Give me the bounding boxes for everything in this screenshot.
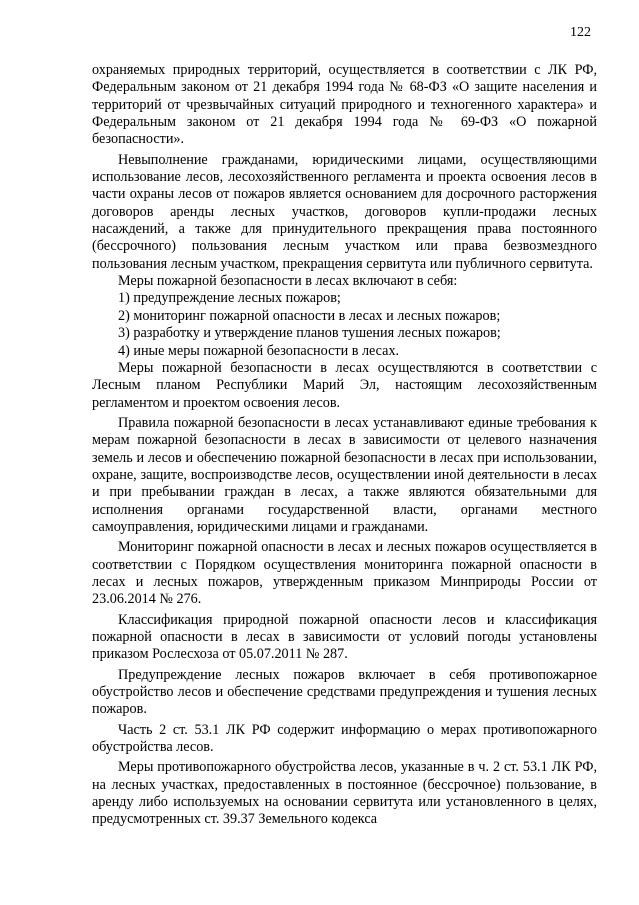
list-item-2: 2) мониторинг пожарной опасности в лесах и лесных пожаров; — [118, 307, 501, 324]
paragraph-classification: Классификация природной пожарной опасности лесов и классификация пожарной опасности в лесах в зависимости от условий погоды установлены приказом Рослесхоза от 05.07.2011 № 287. — [92, 611, 597, 663]
list-item-1: 1) предупреждение лесных пожаров; — [118, 290, 341, 307]
list-item-4: 4) иные меры пожарной безопасности в лесах. — [118, 342, 400, 359]
page-number: 122 — [570, 25, 591, 40]
paragraph-noncompliance: Невыполнение гражданами, юридическими лицами, осуществляющими использование лесов, лесохозяйственного регламента и проекта освоения лесов в части охраны лесов от пожаров является основанием для досрочного расторжения договоров аренды лесных участков, договоров купли-продажи лесных насаждений, а также для принудительного прекращения права постоянного (бессрочного) пользования лесным участком или права безвозмездного пользования лесным участком, прекращения сервитута или публичного сервитута. — [92, 151, 597, 272]
paragraph-continuation: охраняемых природных территорий, осуществляется в соответствии с ЛК РФ, Федеральным законом от 21 декабря 1994 года № 68-ФЗ «О защите населения и территорий от чрезвычайных ситуаций природного и техногенного характера» и Федеральным законом от 21 декабря 1994 года № 69-ФЗ «О пожарной безопасности». — [92, 62, 597, 148]
paragraph-monitoring: Мониторинг пожарной опасности в лесах и лесных пожаров осуществляется в соответствии с Порядком осуществления мониторинга пожарной опасности в лесах и лесных пожаров, утвержденным приказом Минприроды России от 23.06.2014 № 276. — [92, 539, 597, 608]
list-item-3: 3) разработку и утверждение планов тушения лесных пожаров; — [118, 325, 501, 342]
paragraph-article-part: Часть 2 ст. 53.1 ЛК РФ содержит информацию о мерах противопожарного обустройства лесов. — [92, 721, 597, 756]
paragraph-measures-basis: Меры пожарной безопасности в лесах осуществляются в соответствии с Лесным планом Республики Марий Эл, настоящим лесохозяйственным регламентом и проектом освоения лесов. — [92, 359, 597, 411]
paragraph-fire-arrangement: Меры противопожарного обустройства лесов, указанные в ч. 2 ст. 53.1 ЛК РФ, на лесных участках, предоставленных в постоянное (бессрочное) пользование, в аренду либо используемых на основании сервитута или установленного в целях, предусмотренных ст. 39.37 Земельного кодекса — [92, 759, 597, 828]
paragraph-fire-rules: Правила пожарной безопасности в лесах устанавливают единые требования к мерам пожарной безопасности в лесах в зависимости от целевого назначения земель и лесов и обеспечению пожарной безопасности в лесах при использовании, охране, защите, воспроизводстве лесов, осуществлении иной деятельности в лесах и при пребывании граждан в лесах, а также являются обязательными для исполнения органами государственной власти, органами местного самоуправления, юридическими лицами и гражданами. — [92, 414, 597, 535]
paragraph-measures-intro: Меры пожарной безопасности в лесах включают в себя: — [118, 273, 458, 290]
document-body — [92, 62, 597, 829]
paragraph-prevention: Предупреждение лесных пожаров включает в себя противопожарное обустройство лесов и обеспечение средствами предупреждения и тушения лесных пожаров. — [92, 666, 597, 718]
